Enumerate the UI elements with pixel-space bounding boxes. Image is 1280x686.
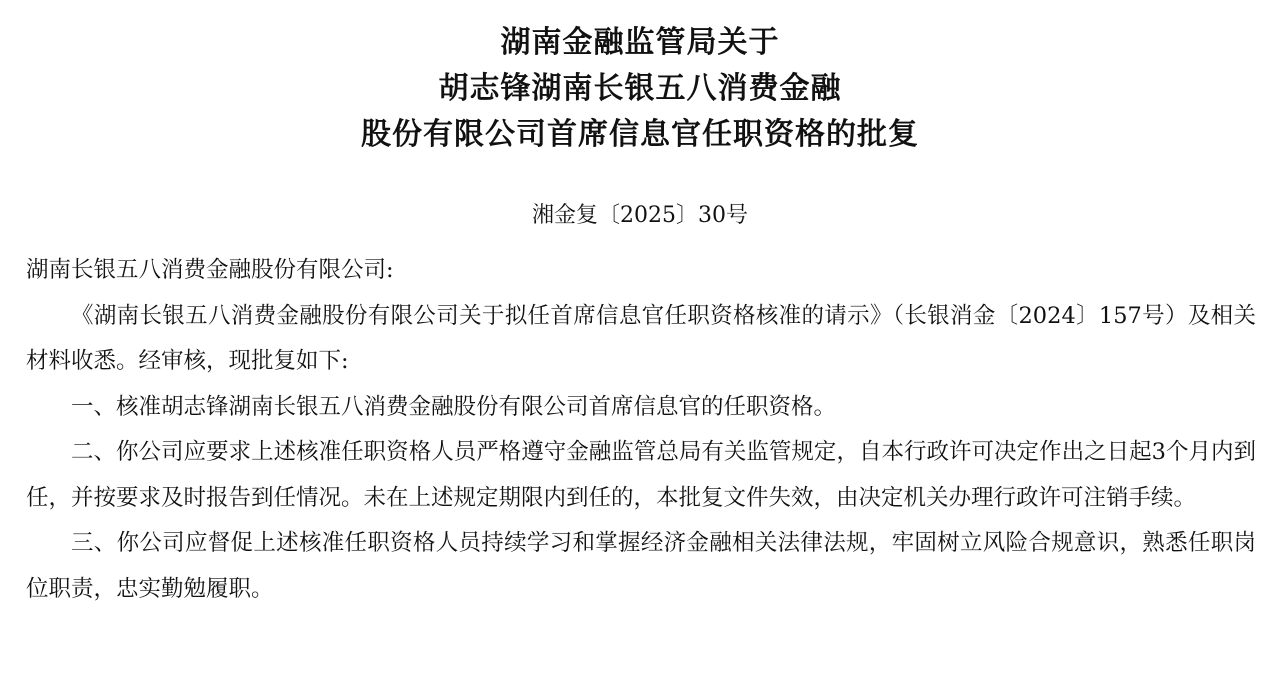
addressee: 湖南长银五八消费金融股份有限公司: [26,257,394,283]
title-line-3: 股份有限公司首席信息官任职资格的批复 [361,117,919,152]
document-body [26,248,1256,612]
intro-paragraph: 《湖南长银五八消费金融股份有限公司关于拟任首席信息官任职资格核准的请示》（长银消金〔2024〕157号）及相关材料收悉。经审核，现批复如下: [26,302,1256,374]
document-number: 湘金复〔2025〕30号 [532,203,748,228]
item-paragraph-1: 一、核准胡志锋湖南长银五八消费金融股份有限公司首席信息官的任职资格。 [71,393,837,420]
title-line-1: 湖南金融监管局关于 [500,25,780,60]
document-title [0,20,1280,158]
item-paragraph-2: 二、你公司应要求上述核准任职资格人员严格遵守金融监管总局有关监管规定，自本行政许可决定作出之日起3个月内到任，并按要求及时报告到任情况。未在上述规定期限内到任的，本批复文件失效，由决定机关办理行政许可注销手续。 [26,439,1256,511]
title-line-2: 胡志锋湖南长银五八消费金融 [438,71,842,106]
item-paragraph-3: 三、你公司应督促上述核准任职资格人员持续学习和掌握经济金融相关法律法规，牢固树立风险合规意识，熟悉任职岗位职责，忠实勤勉履职。 [26,530,1256,602]
